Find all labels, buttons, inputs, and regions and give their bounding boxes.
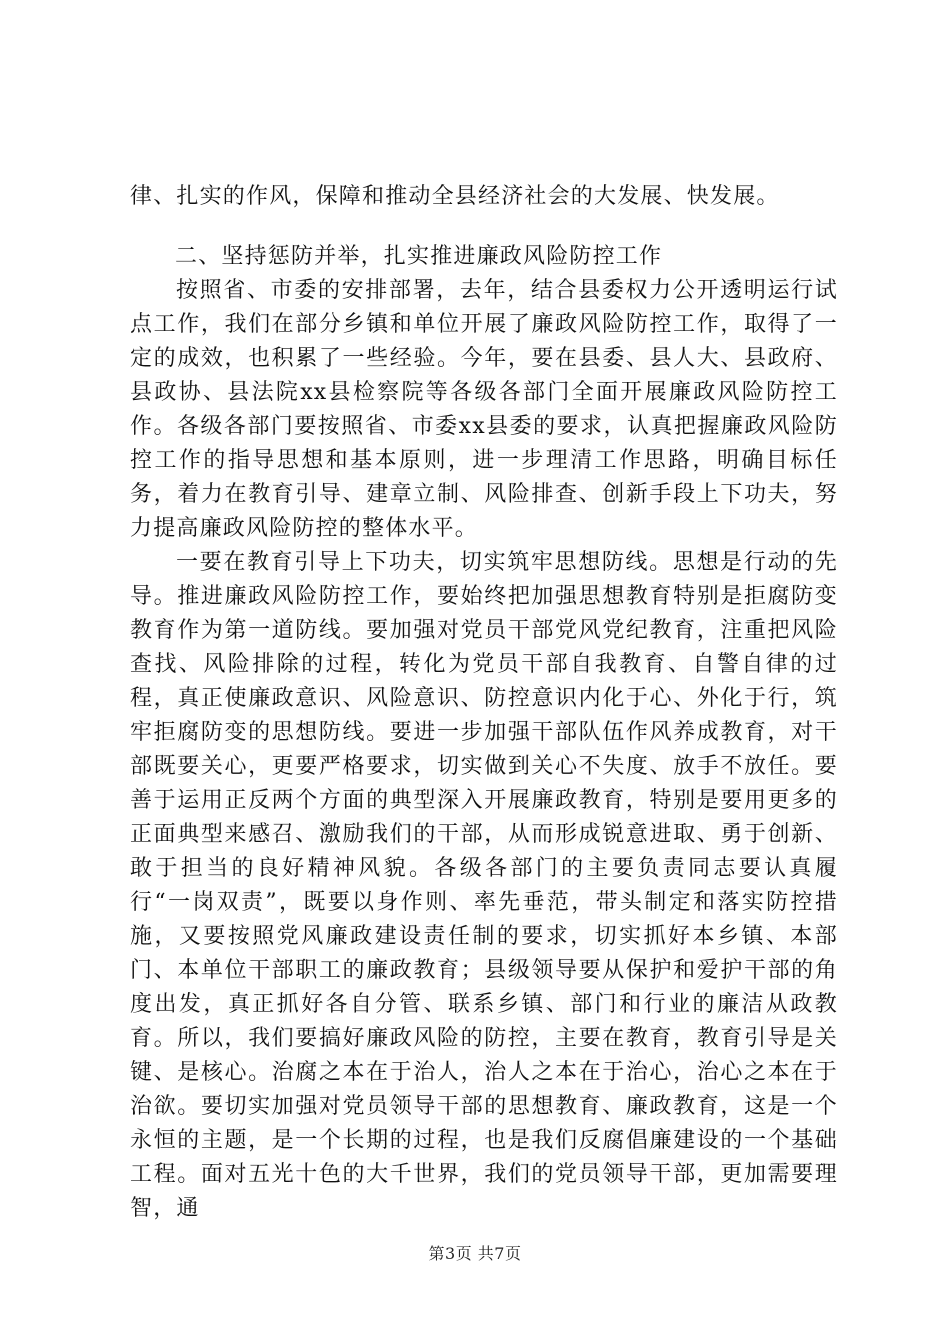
section-heading: 二、坚持惩防并举，扎实推进廉政风险防控工作 — [175, 244, 663, 269]
continuation-line: 律、扎实的作风，保障和推动全县经济社会的大发展、快发展。 — [130, 184, 780, 209]
paragraph-2: 一要在教育引导上下功夫，切实筑牢思想防线。思想是行动的先导。推进廉政风险防控工作，要始终把加强思想教育特别是拒腐防变教育作为第一道防线。要加强对党员干部党风党纪教育，注重把风险查找、风险排除的过程，转化为党员干部自我教育、自警自律的过程，真正使廉政意识、风险意识、防控意识内化于心、外化于行，筑牢拒腐防变的思想防线。要进一步加强干部队伍作风养成教育，对干部既要关心，更要严格要求，切实做到关心不失度、放手不放任。要善于运用正反两个方面的典型深入开展廉政教育，特别是要用更多的正面典型来感召、激励我们的干部，从而形成锐意进取、勇于创新、敢于担当的良好精神风貌。各级各部门的主要负责同志要认真履行“一岗双责”，既要以身作则、率先垂范，带头制定和落实防控措施，又要按照党风廉政建设责任制的要求，切实抓好本乡镇、本部门、本单位干部职工的廉政教育；县级领导要从保护和爱护干部的角度出发，真正抓好各自分管、联系乡镇、部门和行业的廉洁从政教育。所以，我们要搞好廉政风险的防控，主要在教育，教育引导是关键、是核心。治腐之本在于治人，治人之本在于治心，治心之本在于治欲。要切实加强对党员领导干部的思想教育、廉政教育，这是一个永恒的主题，是一个长期的过程，也是我们反腐倡廉建设的一个基础工程。面对五光十色的大千世界，我们的党员领导干部，更加需要理智，通 — [130, 550, 838, 1221]
page-footer: 第3页 共7页 — [428, 1244, 522, 1263]
paragraph-1: 按照省、市委的安排部署，去年，结合县委权力公开透明运行试点工作，我们在部分乡镇和单位开展了廉政风险防控工作，取得了一定的成效，也积累了一些经验。今年，要在县委、县人大、县政府、县政协、县法院xx县检察院等各级各部门全面开展廉政风险防控工作。各级各部门要按照省、市委xx县委的要求，认真把握廉政风险防控工作的指导思想和基本原则，进一步理清工作思路，明确目标任务，着力在教育引导、建章立制、风险排查、创新手段上下功夫，努力提高廉政风险防控的整体水平。 — [130, 278, 838, 541]
